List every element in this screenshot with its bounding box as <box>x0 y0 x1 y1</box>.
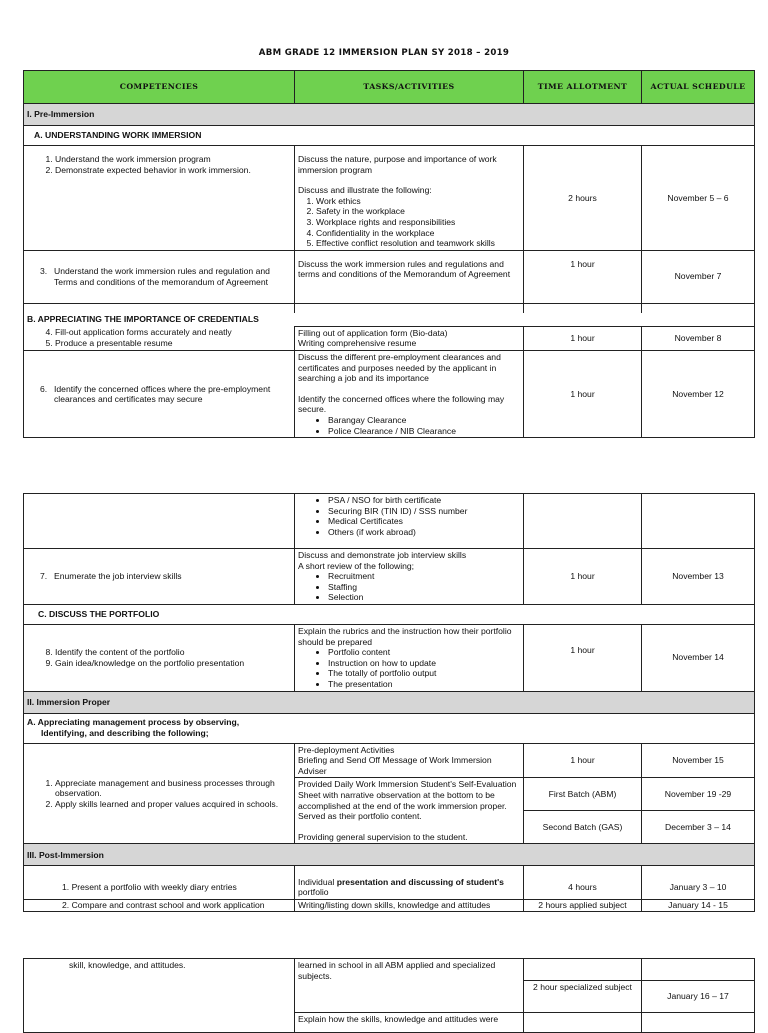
subsection-line: Identifying, and describing the following; <box>41 728 209 739</box>
list-number: 6. <box>40 383 48 394</box>
section-row <box>24 844 755 866</box>
schedule-cell <box>642 959 755 981</box>
competency-cell <box>24 549 295 605</box>
list-item: • Medical Certificates <box>328 516 520 527</box>
table-row <box>24 900 755 912</box>
table-row <box>24 146 755 251</box>
time-cell: Second Batch (GAS) <box>524 811 642 844</box>
schedule-cell: November 5 – 6 <box>642 146 755 251</box>
schedule-cell: January 14 - 15 <box>642 900 755 912</box>
time-cell <box>524 494 642 549</box>
schedule-cell: November 13 <box>642 549 755 605</box>
task-cell <box>295 351 524 438</box>
list-item: • Instruction on how to update <box>328 658 520 669</box>
schedule-cell <box>642 1013 755 1033</box>
time-cell: 1 hour <box>524 351 642 438</box>
section-post-immersion: III. Post-Immersion <box>24 844 755 866</box>
task-cell: Discuss the work immersion rules and regulations and terms and conditions of the Memorandum of Agreement <box>295 250 524 303</box>
list-item: • Securing BIR (TIN ID) / SSS number <box>328 506 520 517</box>
task-text: Explain the rubrics and the instruction how their portfolio should be prepared <box>298 626 512 647</box>
task-cell <box>295 494 524 549</box>
task-text: Filling out of application form (Bio-data) <box>298 327 448 338</box>
task-text-bold: presentation and discussing of student's <box>336 876 504 887</box>
table-row <box>24 876 755 900</box>
competency-cell <box>24 494 295 549</box>
list-item: • The presentation <box>328 679 520 690</box>
subsection-line: A. Appreciating management process by observing, <box>27 717 240 728</box>
spacer-row <box>24 866 755 876</box>
section-pre-immersion: I. Pre-Immersion <box>24 104 755 126</box>
schedule-cell: January 3 – 10 <box>642 876 755 900</box>
table-row <box>24 959 755 981</box>
list-item: • The totally of portfolio output <box>328 668 520 679</box>
schedule-cell: November 14 <box>642 625 755 692</box>
task-text: Individual <box>298 876 337 887</box>
table-row <box>24 351 755 438</box>
list-item: 1. Understand the work immersion program <box>55 154 291 165</box>
subsection-credentials: B. APPRECIATING THE IMPORTANCE OF CREDENTIALS <box>24 313 755 326</box>
competency-cell <box>24 146 295 251</box>
competency-cell <box>24 250 295 303</box>
list-item: • Barangay Clearance <box>328 415 520 426</box>
list-number: 1. <box>62 882 70 893</box>
subsection-row <box>24 713 755 743</box>
task-text: Provided Daily Work Immersion Student's Self-Evaluation Sheet with narrative observation at the bottom to be accomplished at the end of the work immersion proper. Served as their portfolio content. <box>298 779 517 822</box>
competency-cell <box>24 351 295 438</box>
table-row <box>24 250 755 303</box>
task-text: Writing comprehensive resume <box>298 338 417 349</box>
task-cell <box>295 778 524 844</box>
task-text: Discuss and illustrate the following: <box>298 185 432 196</box>
schedule-cell: January 16 – 17 <box>642 981 755 1013</box>
time-cell: 1 hour <box>524 625 642 692</box>
task-cell <box>295 876 524 900</box>
list-item: 8. Identify the content of the portfolio <box>55 647 291 658</box>
competency-cell <box>24 743 295 844</box>
section-immersion-proper: II. Immersion Proper <box>24 691 755 713</box>
task-cell <box>295 625 524 692</box>
immersion-plan-table-1 <box>23 70 755 438</box>
task-cell <box>295 326 524 350</box>
task-text: Pre-deployment Activities <box>298 744 395 755</box>
task-text: Identify the concerned offices where the following may secure. <box>298 393 505 415</box>
list-item: • Police Clearance / NIB Clearance <box>328 426 520 437</box>
competency-text: Compare and contrast school and work application <box>71 900 265 910</box>
schedule-cell: December 3 – 14 <box>642 811 755 844</box>
list-number: 3. <box>40 266 48 277</box>
list-item: • Selection <box>328 592 520 603</box>
subsection-portfolio: C. DISCUSS THE PORTFOLIO <box>24 605 755 625</box>
time-cell: 2 hours <box>524 146 642 251</box>
competency-text: Identify the concerned offices where the pre-employment clearances and certificates may secure <box>54 383 271 405</box>
subsection-management <box>24 713 755 743</box>
task-text: Discuss the different pre-employment clearances and certificates and purposes needed by the applicant in searching a job and its importance <box>298 352 501 384</box>
task-cell <box>295 549 524 605</box>
time-cell: 2 hour specialized subject <box>524 981 642 1013</box>
header-row <box>24 71 755 104</box>
subsection-row <box>24 313 755 326</box>
list-item: 4. Fill-out application forms accurately and neatly <box>55 327 291 338</box>
task-cell: Writing/listing down skills, knowledge and attitudes <box>295 900 524 912</box>
list-item: 2. Apply skills learned and proper values acquired in schools. <box>55 799 291 810</box>
list-item: 1. Appreciate management and business processes through observation. <box>55 778 291 799</box>
task-cell: learned in school in all ABM applied and specialized subjects. <box>295 959 524 1013</box>
time-cell: 1 hour <box>524 326 642 350</box>
table-row <box>24 549 755 605</box>
task-text: Discuss and demonstrate job interview skills <box>298 550 467 560</box>
time-cell <box>524 1013 642 1033</box>
list-item: • PSA / NSO for birth certificate <box>328 495 520 506</box>
list-item: • Staffing <box>328 582 520 593</box>
list-item: 2. Demonstrate expected behavior in work immersion. <box>55 165 291 176</box>
competency-cell: skill, knowledge, and attitudes. <box>24 959 295 1033</box>
list-item: 5. Effective conflict resolution and teamwork skills <box>316 238 520 249</box>
competency-text: Understand the work immersion rules and regulation and Terms and conditions of the memorandum of Agreement <box>54 266 270 287</box>
schedule-cell <box>642 494 755 549</box>
header-tasks: TASKS/ACTIVITIES <box>295 71 524 104</box>
document-title: ABM GRADE 12 IMMERSION PLAN SY 2018 – 2019 <box>258 48 510 58</box>
list-number: 2. <box>62 900 70 910</box>
section-row <box>24 104 755 126</box>
time-cell: 2 hours applied subject <box>524 900 642 912</box>
task-text: Discuss the nature, purpose and importance of work immersion program <box>298 154 497 175</box>
task-cell <box>295 146 524 251</box>
task-text: A short review of the following; <box>298 560 415 571</box>
list-item: 1. Work ethics <box>316 196 520 207</box>
list-item: • Others (if work abroad) <box>328 527 520 538</box>
list-item: • Portfolio content <box>328 647 520 658</box>
table-row <box>24 743 755 778</box>
task-cell: Explain how the skills, knowledge and attitudes were <box>295 1013 524 1033</box>
table-row <box>24 326 755 350</box>
header-competencies: COMPETENCIES <box>24 71 295 104</box>
list-number: 7. <box>40 571 48 582</box>
header-time: TIME ALLOTMENT <box>524 71 642 104</box>
time-cell: 1 hour <box>524 250 642 303</box>
time-cell: First Batch (ABM) <box>524 778 642 811</box>
header-schedule: ACTUAL SCHEDULE <box>642 71 755 104</box>
schedule-cell: November 7 <box>642 250 755 303</box>
list-item: 4. Confidentiality in the workplace <box>316 228 520 239</box>
task-text: Briefing and Send Off Message of Work Immersion Adviser <box>298 755 492 776</box>
immersion-plan-table-3 <box>23 958 755 1033</box>
competency-cell <box>24 876 295 900</box>
subsection-row <box>24 126 755 146</box>
competency-text: Present a portfolio with weekly diary entries <box>71 882 237 893</box>
spacer-row <box>24 303 755 313</box>
immersion-plan-table-2 <box>23 493 755 912</box>
schedule-cell: November 19 -29 <box>642 778 755 811</box>
subsection-understanding: A. UNDERSTANDING WORK IMMERSION <box>24 126 755 146</box>
competency-cell <box>24 900 295 912</box>
schedule-cell: November 15 <box>642 743 755 778</box>
subsection-row <box>24 605 755 625</box>
task-text: Providing general supervision to the student. <box>298 831 468 842</box>
competency-cell <box>24 326 295 350</box>
task-text: portfolio <box>298 887 329 898</box>
time-cell: 4 hours <box>524 876 642 900</box>
time-cell: 1 hour <box>524 743 642 778</box>
time-cell: 1 hour <box>524 549 642 605</box>
schedule-cell: November 12 <box>642 351 755 438</box>
schedule-cell: November 8 <box>642 326 755 350</box>
list-item: 2. Safety in the workplace <box>316 206 520 217</box>
list-item: • Recruitment <box>328 571 520 582</box>
time-cell <box>524 959 642 981</box>
task-cell <box>295 743 524 778</box>
competency-cell <box>24 625 295 692</box>
section-row <box>24 691 755 713</box>
table-row <box>24 494 755 549</box>
list-item: 5. Produce a presentable resume <box>55 338 291 349</box>
table-row <box>24 625 755 692</box>
list-item: 9. Gain idea/knowledge on the portfolio presentation <box>55 658 291 669</box>
list-item: 3. Workplace rights and responsibilities <box>316 217 520 228</box>
competency-text: Enumerate the job interview skills <box>54 571 182 582</box>
